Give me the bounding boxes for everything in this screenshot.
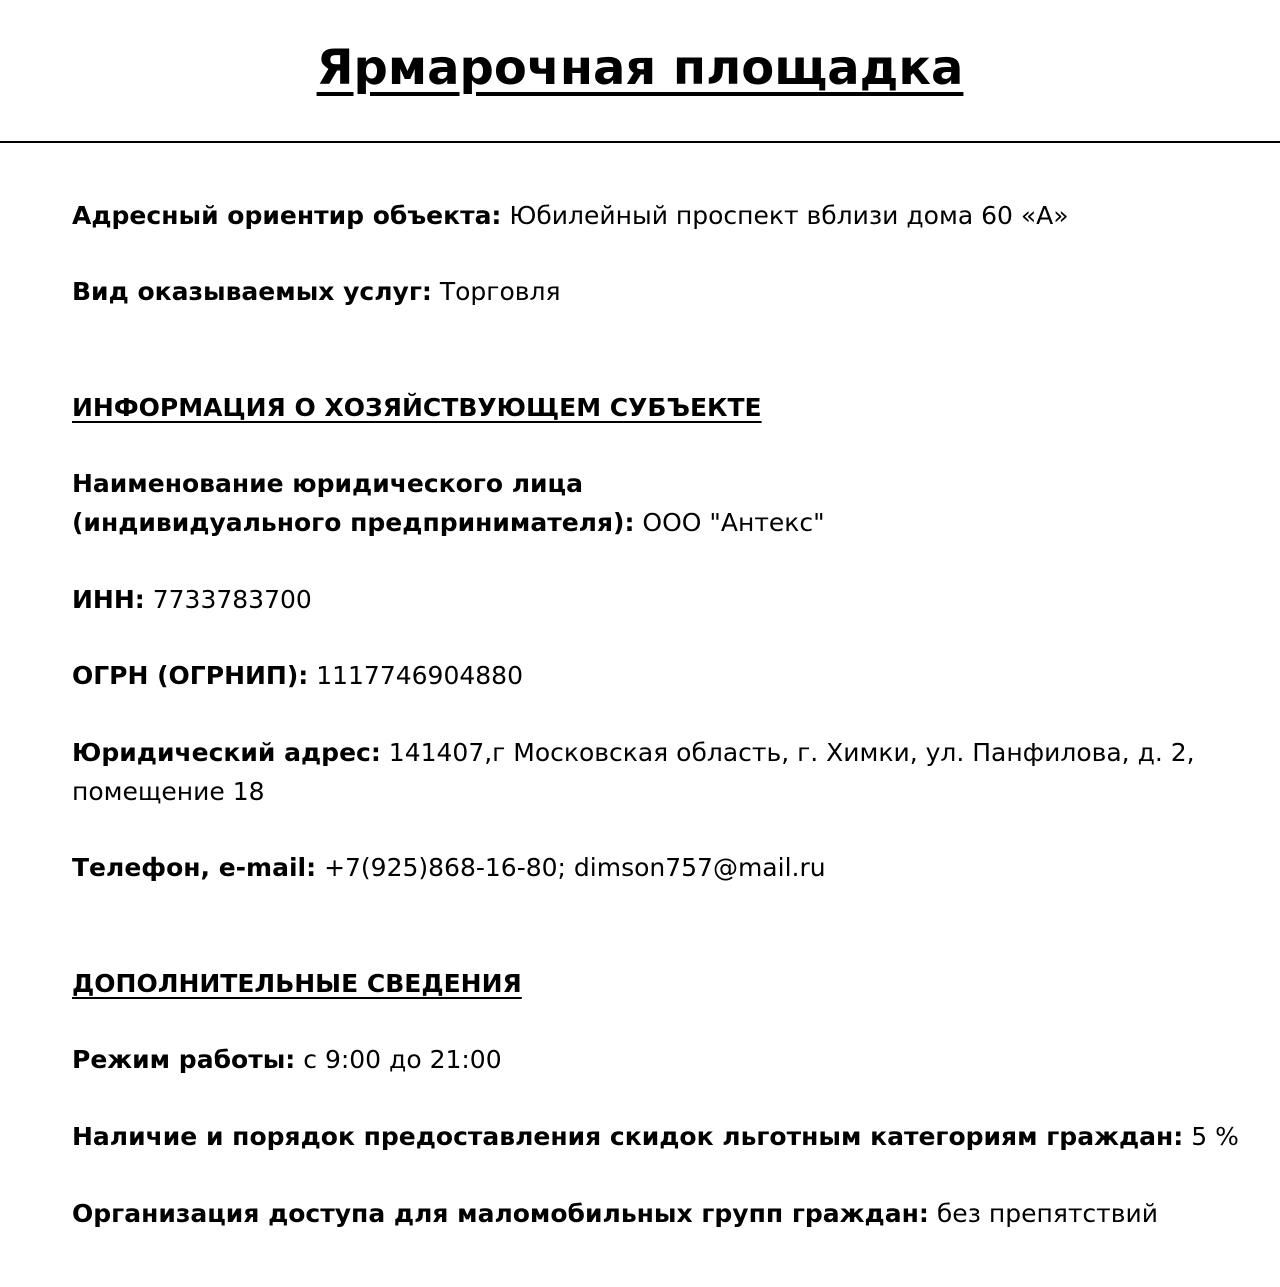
entity-name-value: ООО "Антекс" bbox=[634, 508, 825, 537]
entity-name-row bbox=[72, 504, 825, 542]
access-value: без препятствий bbox=[928, 1199, 1158, 1228]
additional-section-heading: ДОПОЛНИТЕЛЬНЫЕ СВЕДЕНИЯ bbox=[72, 969, 522, 998]
service-row bbox=[72, 273, 561, 311]
inn-row bbox=[72, 581, 312, 619]
address-value: Юбилейный проспект вблизи дома 60 «А» bbox=[501, 201, 1069, 230]
service-label: Вид оказываемых услуг: bbox=[72, 277, 432, 306]
service-value: Торговля bbox=[431, 277, 561, 306]
legal-address-continuation: помещение 18 bbox=[72, 777, 265, 806]
access-row bbox=[72, 1195, 1158, 1233]
legal-address-value: 141407,г Московская область, г. Химки, ул. Панфилова, д. 2, bbox=[380, 738, 1195, 767]
inn-label: ИНН: bbox=[72, 585, 145, 614]
discount-row bbox=[72, 1118, 1239, 1156]
address-row bbox=[72, 197, 1069, 235]
access-label: Организация доступа для маломобильных групп граждан: bbox=[72, 1199, 929, 1228]
inn-value: 7733783700 bbox=[144, 585, 312, 614]
ogrn-value: 1117746904880 bbox=[308, 661, 523, 690]
discount-value: 5 % bbox=[1183, 1122, 1239, 1151]
address-label: Адресный ориентир объекта: bbox=[72, 201, 502, 230]
entity-section-heading: ИНФОРМАЦИЯ О ХОЗЯЙСТВУЮЩЕМ СУБЪЕКТЕ bbox=[72, 393, 762, 422]
page-title: Ярмарочная площадка bbox=[316, 40, 964, 96]
contact-row bbox=[72, 849, 826, 887]
entity-name-label-line2: (индивидуального предпринимателя): bbox=[72, 508, 635, 537]
entity-name-label-line1: Наименование юридического лица bbox=[72, 469, 583, 498]
contact-value: +7(925)868-16-80; dimson757@mail.ru bbox=[316, 853, 826, 882]
ogrn-label: ОГРН (ОГРНИП): bbox=[72, 661, 309, 690]
title-divider bbox=[0, 141, 1280, 143]
legal-address-row bbox=[72, 734, 1195, 772]
contact-label: Телефон, e-mail: bbox=[72, 853, 317, 882]
legal-address-label: Юридический адрес: bbox=[72, 738, 381, 767]
hours-label: Режим работы: bbox=[72, 1045, 296, 1074]
ogrn-row bbox=[72, 657, 523, 695]
discount-label: Наличие и порядок предоставления скидок льготным категориям граждан: bbox=[72, 1122, 1184, 1151]
hours-row bbox=[72, 1041, 502, 1079]
hours-value: с 9:00 до 21:00 bbox=[295, 1045, 502, 1074]
